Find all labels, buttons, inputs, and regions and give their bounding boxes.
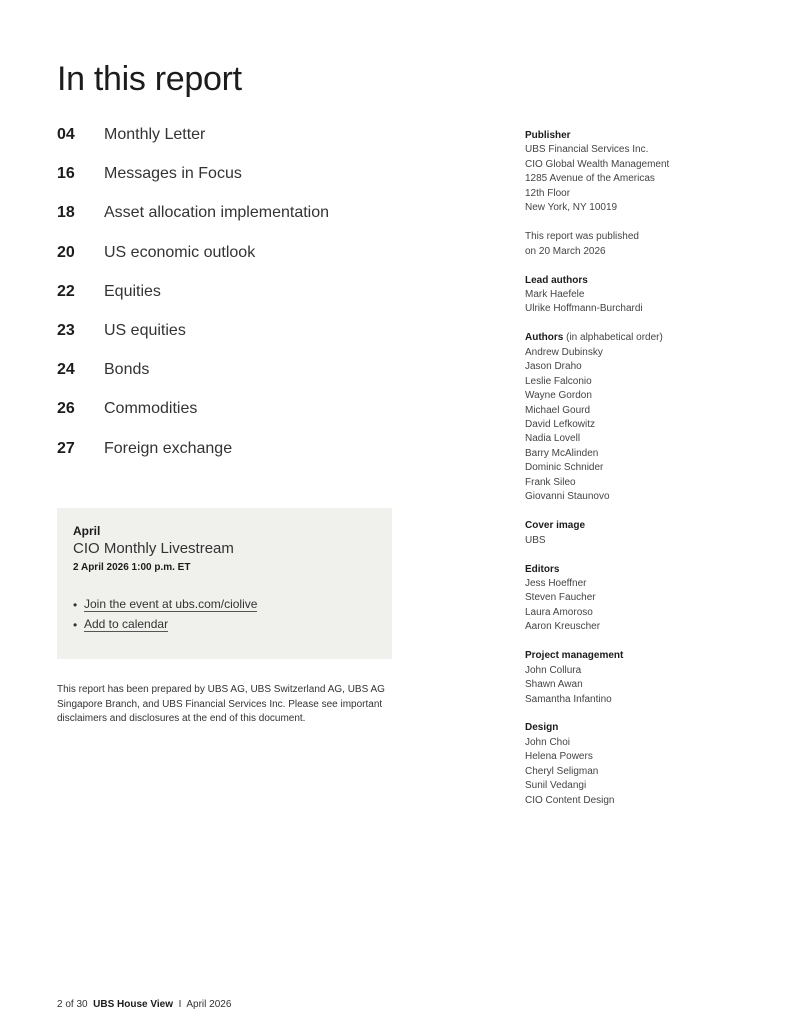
published-line: This report was published (525, 231, 639, 243)
add-to-calendar-link[interactable]: Add to calendar (84, 617, 169, 631)
designer-name: CIO Content Design (525, 794, 615, 806)
designer-name: John Choi (525, 736, 571, 748)
publication-date: April 2026 (186, 999, 232, 1010)
event-link-item (73, 615, 376, 635)
lead-authors-section (525, 274, 765, 317)
publication-name: UBS House View (93, 999, 173, 1010)
author-name: Nadia Lovell (525, 433, 581, 445)
toc-label: Foreign exchange (104, 439, 233, 457)
cover-image-section (525, 519, 765, 548)
section-heading: Publisher (525, 130, 571, 141)
editor-name: Laura Amoroso (525, 606, 593, 618)
toc-label: Messages in Focus (104, 165, 242, 183)
editor-name: Aaron Kreuscher (525, 621, 601, 633)
toc-item[interactable] (57, 204, 477, 243)
authors-heading-row (525, 331, 765, 345)
toc-item[interactable] (57, 322, 477, 361)
author-name: Dominic Schnider (525, 462, 604, 474)
publisher-line: UBS Financial Services Inc. (525, 144, 649, 156)
page-counter: 2 of 30 (57, 999, 88, 1010)
toc-page-number: 27 (57, 439, 75, 457)
section-heading: Project management (525, 650, 624, 662)
author-name: Wayne Gordon (525, 390, 592, 402)
author-name: Andrew Dubinsky (525, 346, 603, 358)
event-links (73, 595, 376, 635)
toc-page-number: 18 (57, 204, 75, 222)
page-footer (57, 999, 231, 1010)
toc-item[interactable] (57, 400, 477, 439)
publisher-line: CIO Global Wealth Management (525, 158, 670, 170)
project-manager-name: John Collura (525, 664, 582, 676)
authors-section (525, 331, 765, 504)
disclaimer-text: This report has been prepared by UBS AG, UBS Switzerland AG, UBS AG Singapore Branch, and UBS Financial Services Inc. Please see important disclaimers and disclosures at the end of this document. (57, 684, 385, 724)
toc-item[interactable] (57, 361, 477, 400)
toc-item[interactable] (57, 244, 477, 283)
page-title: In this report (57, 60, 242, 98)
toc-page-number: 04 (57, 126, 75, 143)
publisher-section (525, 129, 765, 216)
toc-page-number: 23 (57, 321, 75, 339)
toc-label: Equities (104, 282, 161, 300)
toc-page-number: 20 (57, 243, 75, 261)
section-heading: Lead authors (525, 274, 588, 286)
toc-item[interactable] (57, 165, 477, 204)
table-of-contents (57, 126, 477, 479)
bullet-icon: • (73, 598, 78, 612)
editor-name: Steven Faucher (525, 592, 596, 604)
toc-page-number: 26 (57, 400, 75, 418)
toc-label: Bonds (104, 361, 150, 379)
section-heading: Editors (525, 563, 560, 575)
author-name: Barry McAlinden (525, 447, 599, 459)
credits-sidebar (525, 129, 765, 823)
designer-name: Helena Powers (525, 751, 593, 763)
event-month: April (73, 524, 101, 538)
event-title: CIO Monthly Livestream (73, 540, 234, 557)
join-event-link[interactable]: Join the event at ubs.com/ciolive (84, 597, 258, 611)
designer-name: Sunil Vedangi (525, 780, 587, 792)
toc-label: US equities (104, 321, 186, 339)
publisher-line: New York, NY 10019 (525, 202, 618, 214)
toc-page-number: 16 (57, 165, 75, 183)
designer-name: Cheryl Seligman (525, 765, 599, 777)
livestream-event-box (57, 508, 392, 659)
publisher-line: 1285 Avenue of the Americas (525, 173, 655, 185)
toc-label: Commodities (104, 400, 198, 418)
editor-name: Jess Hoeffner (525, 577, 587, 589)
toc-page-number: 24 (57, 361, 75, 379)
toc-item[interactable] (57, 283, 477, 322)
toc-item[interactable] (57, 440, 477, 479)
section-heading: Authors (525, 332, 564, 344)
toc-page-number: 22 (57, 282, 75, 300)
toc-label: Asset allocation implementation (104, 204, 330, 222)
design-section (525, 721, 765, 808)
project-manager-name: Shawn Awan (525, 679, 583, 691)
toc-label: Monthly Letter (104, 126, 206, 143)
footer-separator: I (178, 999, 182, 1010)
event-date: 2 April 2026 1:00 p.m. ET (73, 562, 191, 573)
cover-image-credit: UBS (525, 534, 546, 546)
bullet-icon: • (73, 618, 78, 632)
author-name: Frank Sileo (525, 476, 576, 488)
author-name: David Lefkowitz (525, 419, 596, 431)
editors-section (525, 563, 765, 635)
author-name: Giovanni Staunovo (525, 491, 610, 503)
author-name: Jason Draho (525, 361, 582, 373)
author-name: Michael Gourd (525, 404, 591, 416)
authors-order-note: (in alphabetical order) (563, 332, 663, 344)
publisher-line: 12th Floor (525, 187, 571, 199)
event-link-item (73, 595, 376, 615)
project-manager-name: Samantha Infantino (525, 693, 612, 705)
lead-author-name: Ulrike Hoffmann-Burchardi (525, 303, 643, 315)
author-name: Leslie Falconio (525, 375, 592, 387)
section-heading: Cover image (525, 520, 586, 532)
published-line: on 20 March 2026 (525, 245, 606, 257)
lead-author-name: Mark Haefele (525, 288, 585, 300)
toc-item[interactable] (57, 126, 477, 165)
toc-label: US economic outlook (104, 243, 256, 261)
section-heading: Design (525, 722, 559, 734)
project-management-section (525, 649, 765, 707)
published-date-section (525, 230, 765, 259)
